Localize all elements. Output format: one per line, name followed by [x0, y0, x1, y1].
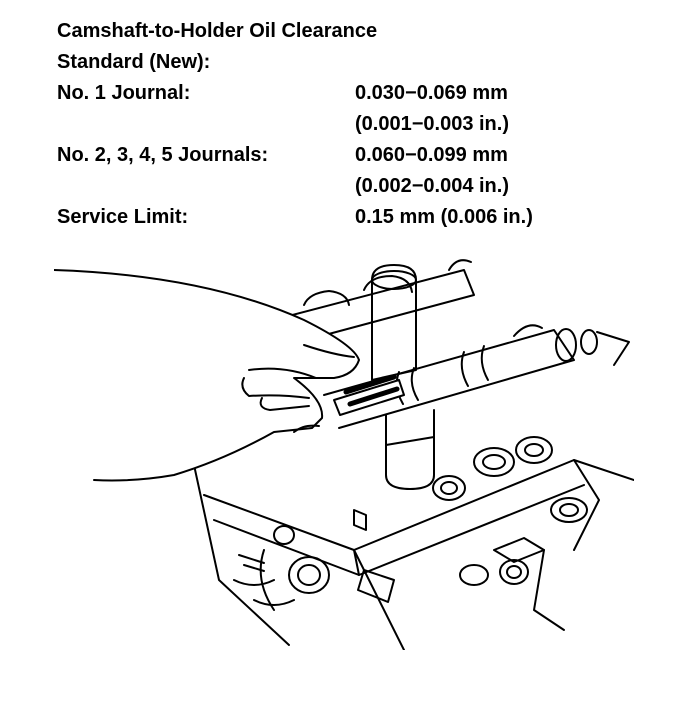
- spec-subtitle: Standard (New):: [57, 51, 211, 73]
- hand-drawing: [54, 270, 359, 480]
- spec-title: Camshaft-to-Holder Oil Clearance: [57, 20, 378, 42]
- front-camshaft: [324, 325, 629, 428]
- camshaft-holder: [372, 265, 434, 489]
- spec-label: No. 1 Journal:: [57, 82, 191, 104]
- spec-value: 0.030−0.069 mm: [355, 82, 508, 104]
- plastigage-strip: [334, 377, 404, 415]
- spec-block: [57, 16, 667, 233]
- spec-value: 0.15 mm (0.006 in.): [355, 206, 533, 228]
- spec-row: [57, 109, 667, 140]
- spec-row: [57, 171, 667, 202]
- camshaft-clearance-illustration: [54, 250, 634, 650]
- spec-value: (0.002−0.004 in.): [355, 175, 509, 197]
- spec-row: [57, 202, 667, 233]
- spec-label: No. 2, 3, 4, 5 Journals:: [57, 144, 269, 166]
- spec-label: Service Limit:: [57, 206, 189, 228]
- spec-row: [57, 140, 667, 171]
- spec-row: [57, 78, 667, 109]
- spec-value: 0.060−0.099 mm: [355, 144, 508, 166]
- spec-value: (0.001−0.003 in.): [355, 113, 509, 135]
